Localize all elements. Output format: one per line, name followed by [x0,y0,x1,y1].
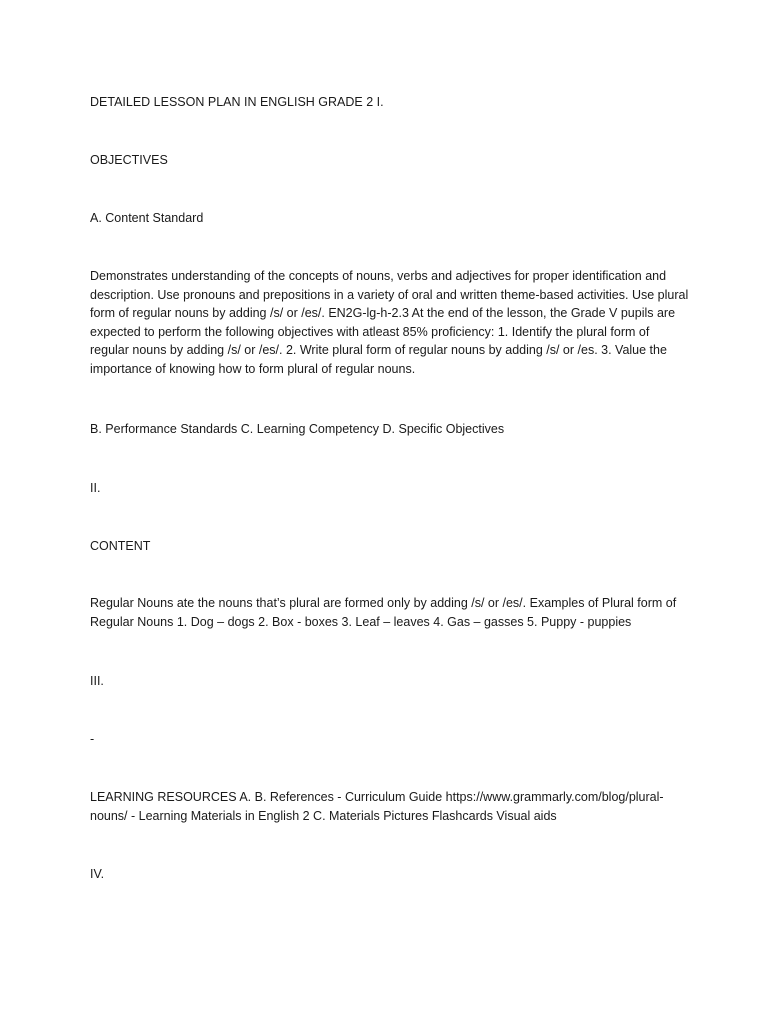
content-paragraph: Regular Nouns ate the nouns that’s plural are formed only by adding /s/ or /es/. Examples of Plural form of Regular Nouns 1. Dog – dogs 2. Box - boxes 3. Leaf – leaves 4. Gas – gasses 5. Puppy - puppies [90,596,677,629]
learning-resources-paragraph: LEARNING RESOURCES A. B. References - Curriculum Guide https://www.grammarly.com/blog/plural-nouns/ - Learning Materials in English 2 C. Materials Pictures Flashcards Visual aids [90,790,664,823]
content-standard-heading: A. Content Standard [90,211,204,225]
section-number-4: IV. [90,867,105,881]
performance-standards-line: B. Performance Standards C. Learning Competency D. Specific Objectives [90,422,505,436]
objectives-heading: OBJECTIVES [90,153,168,167]
document-title: DETAILED LESSON PLAN IN ENGLISH GRADE 2 I. [90,95,384,109]
dash-line: - [90,732,95,746]
section-number-3: III. [90,674,104,688]
content-standard-paragraph: Demonstrates understanding of the concepts of nouns, verbs and adjectives for proper identification and description. Use pronouns and prepositions in a variety of oral and written theme-based activities. Use plural form of regular nouns by adding /s/ or /es/. EN2G-lg-h-2.3 At the end of the lesson, the Grade V pupils are expected to perform the following objectives with atleast 85% proficiency: 1. Identify the plural form of regular nouns by adding /s/ or /es/. 2. Write plural form of regular nouns by adding /s/ or /es. 3. Value the importance of knowing how to form plural of regular nouns. [90,269,689,376]
content-heading: CONTENT [90,539,151,553]
section-number-2: II. [90,481,101,495]
